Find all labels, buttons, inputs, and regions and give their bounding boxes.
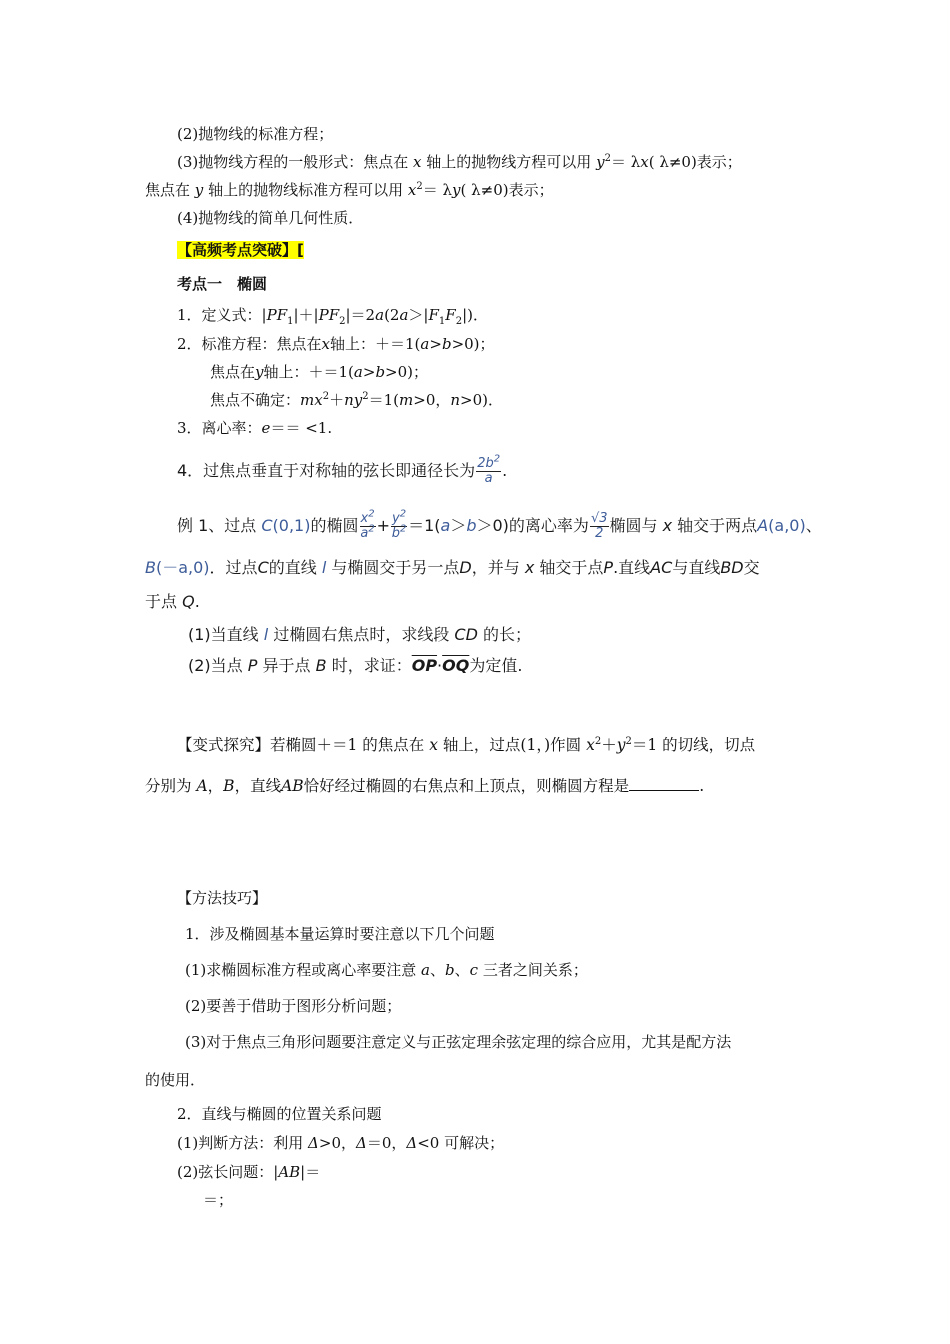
methods-item-1a: (1)求椭圆标准方程或离心率要注意 a、b、c 三者之间关系； bbox=[185, 961, 588, 979]
variant-line1: 【变式探究】若椭圆＋＝1 的焦点在 x 轴上，过点(1，)作圆 $x^2+y^2=1$ 的切线，切点 bbox=[177, 735, 756, 754]
methods-item-2b-cont: ＝； bbox=[203, 1191, 234, 1209]
example1-line3: 于点 Q. bbox=[145, 592, 200, 611]
methods-item-2b: (2)弦长问题：|AB|＝ bbox=[177, 1163, 321, 1181]
parabola-item-3-cont: 焦点在 y 轴上的抛物线标准方程可以用 $x^2= \lambda y$( λ≠0)表示； bbox=[145, 181, 554, 199]
methods-heading: 【方法技巧】 bbox=[177, 889, 268, 907]
example1-line2: B(－a,0)．过点C的直线 l 与椭圆交于另一点D，并与 x 轴交于点P.直线AC与直线BD交 bbox=[145, 558, 760, 577]
point1-title: 考点一 椭圆 bbox=[177, 275, 268, 293]
example1-question2: (2)当点 P 异于点 B 时，求证：$\overline{OP}\cdot\overline{OQ}$为定值. bbox=[188, 656, 523, 675]
methods-item-1c-cont: 的使用． bbox=[145, 1071, 206, 1089]
ellipse-standard-y: 焦点在y轴上：＋＝1(a>b>0)； bbox=[210, 363, 429, 381]
ellipse-eccentricity: 3．离心率：e＝＝ <1. bbox=[177, 419, 333, 437]
ellipse-latus-rectum: 4．过焦点垂直于对称轴的弦长即通径长为 $\frac{2b^2}{a}$ . bbox=[177, 453, 508, 486]
ellipse-standard-unknown: 焦点不确定：$mx^2+ny^2=1(m>0$，n>0)． bbox=[210, 391, 504, 409]
answer-blank[interactable] bbox=[629, 776, 699, 791]
parabola-item-4: (4)抛物线的简单几何性质． bbox=[177, 209, 364, 227]
methods-item-1: 1．涉及椭圆基本量运算时要注意以下几个问题 bbox=[185, 925, 495, 943]
methods-item-2: 2．直线与椭圆的位置关系问题 bbox=[177, 1105, 382, 1123]
methods-item-2a: (1)判断方法：利用 Δ>0，Δ＝0，Δ<0 可解决； bbox=[177, 1134, 505, 1152]
example1-line1: 例 1、过点 C(0,1)的椭圆 $\frac{x^2}{a^2}$ + $\frac{y^2}{b^2}$ ＝1(a＞b＞0)的离心率为 $\frac{√3}{2}$ 椭圆与 x 轴交于两点A(a,0)、 bbox=[177, 508, 822, 541]
parabola-item-2: (2)抛物线的标准方程； bbox=[177, 125, 334, 143]
methods-item-1b: (2)要善于借助于图形分析问题； bbox=[185, 997, 402, 1015]
section-heading: 【高频考点突破】[ bbox=[177, 241, 304, 259]
variant-line2: 分别为 A，B，直线AB恰好经过椭圆的右焦点和上顶点，则椭圆方程是 . bbox=[145, 777, 705, 795]
ellipse-standard-x: 2．标准方程：焦点在x轴上：＋＝1(a>b>0)； bbox=[177, 335, 495, 353]
ellipse-definition: 1．定义式：$|PF_1|+|PF_2|=2a(2a>|F_1F_2|)$． bbox=[177, 306, 488, 327]
example1-question1: (1)当直线 l 过椭圆右焦点时，求线段 CD 的长； bbox=[188, 625, 532, 644]
methods-item-1c: (3)对于焦点三角形问题要注意定义与正弦定理余弦定理的综合应用，尤其是配方法 bbox=[185, 1033, 732, 1051]
parabola-item-3: (3)抛物线方程的一般形式：焦点在 x 轴上的抛物线方程可以用 $y^2= \lambda x$( λ≠0)表示； bbox=[177, 153, 742, 171]
